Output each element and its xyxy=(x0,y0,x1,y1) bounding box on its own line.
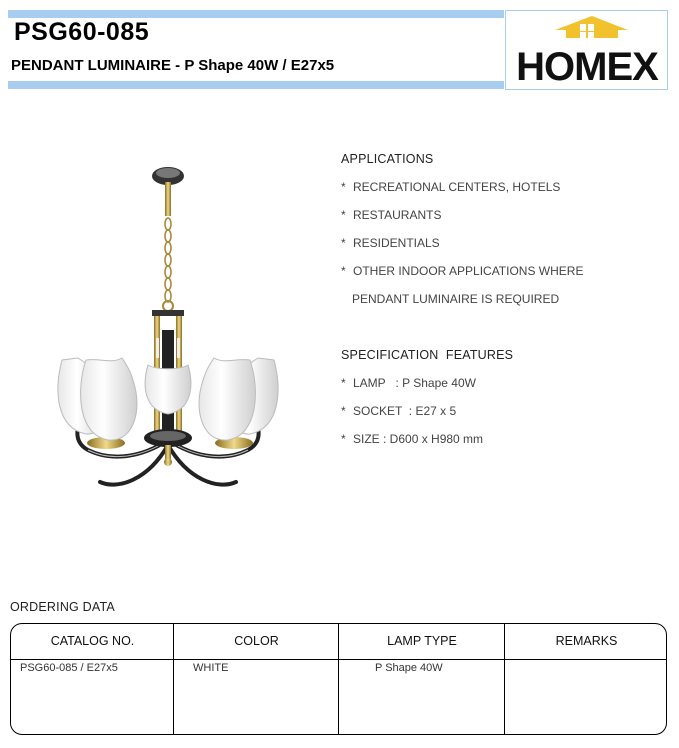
ordering-title: ORDERING DATA xyxy=(10,600,115,614)
list-item: * RECREATIONAL CENTERS, HOTELS xyxy=(341,180,561,194)
list-item: * RESIDENTIALS xyxy=(341,236,440,250)
list-item: * RESTAURANTS xyxy=(341,208,442,222)
applications-section xyxy=(341,152,583,320)
brand-logo xyxy=(505,10,668,90)
table-cell-lamp-type: P Shape 40W xyxy=(375,662,443,674)
chandelier-illustration-icon xyxy=(48,160,288,500)
house-roof-logo-icon xyxy=(506,11,669,91)
spec-item: * LAMP : P Shape 40W xyxy=(341,376,476,390)
model-number: PSG60-085 xyxy=(14,18,150,46)
applications-title: APPLICATIONS xyxy=(341,152,434,166)
column-header: COLOR xyxy=(234,634,279,648)
table-header-divider xyxy=(11,659,666,660)
column-header: LAMP TYPE xyxy=(387,634,457,648)
product-subtitle: PENDANT LUMINAIRE - P Shape 40W / E27x5 xyxy=(11,57,335,74)
specifications-section xyxy=(341,348,513,460)
list-item-continuation: PENDANT LUMINAIRE IS REQUIRED xyxy=(352,292,560,306)
ordering-table xyxy=(10,623,667,735)
table-cell-catalog: PSG60-085 / E27x5 xyxy=(20,662,118,674)
header-accent-bar-top xyxy=(8,10,504,18)
specifications-title: SPECIFICATION FEATURES xyxy=(341,348,514,362)
spec-item: * SOCKET : E27 x 5 xyxy=(341,404,457,418)
logo-text: HOMEX xyxy=(516,45,658,89)
header-accent-bar-bottom xyxy=(8,81,504,89)
column-header: REMARKS xyxy=(555,634,618,648)
table-cell-color: WHITE xyxy=(193,662,229,674)
column-header: CATALOG NO. xyxy=(50,634,135,648)
list-item: * OTHER INDOOR APPLICATIONS WHERE xyxy=(341,264,584,278)
spec-item: * SIZE : D600 x H980 mm xyxy=(341,432,484,446)
